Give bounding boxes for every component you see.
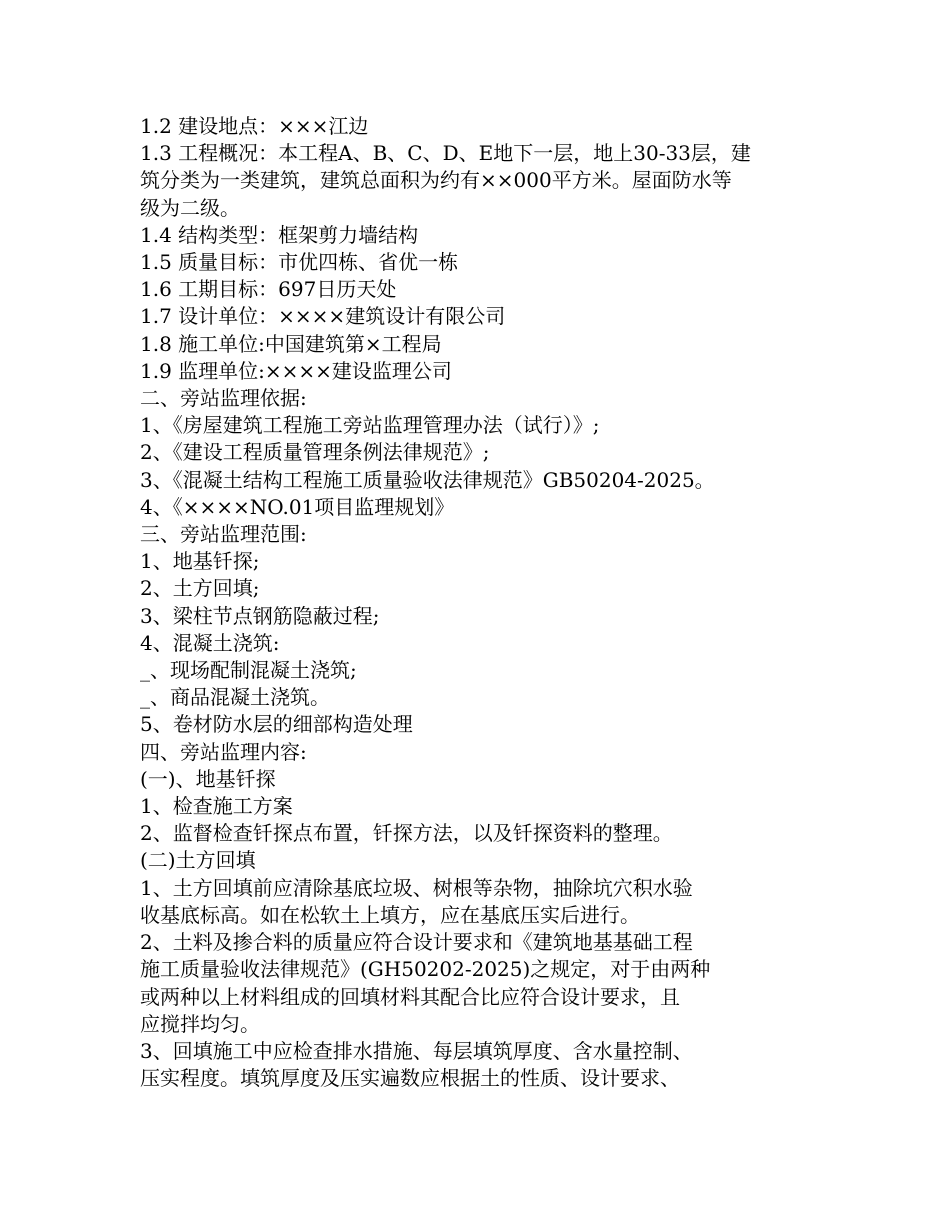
text-line: 1.3 工程概况：本工程A、B、C、D、E地下一层，地上30-33层，建 bbox=[140, 141, 751, 166]
text-line: 收基底标高。如在松软土上填方，应在基底压实后进行。 bbox=[140, 902, 640, 927]
text-line: 4、混凝土浇筑: bbox=[140, 630, 280, 655]
text-line: 2、《建设工程质量管理条例法律规范》; bbox=[140, 440, 490, 465]
section-heading: 三、旁站监理范围: bbox=[140, 522, 307, 547]
text-line: 3、《混凝土结构工程施工质量验收法律规范》GB50204-2025。 bbox=[140, 467, 715, 492]
text-line: 筑分类为一类建筑，建筑总面积为约有××000平方米。屋面防水等 bbox=[140, 168, 732, 193]
text-line: 或两种以上材料组成的回填材料其配合比应符合设计要求，且 bbox=[140, 984, 680, 1009]
text-line: 应搅拌均匀。 bbox=[140, 1011, 260, 1036]
text-line: 5、卷材防水层的细部构造处理 bbox=[140, 712, 413, 737]
document-page bbox=[140, 113, 840, 1092]
text-line: 3、梁柱节点钢筋隐蔽过程; bbox=[140, 603, 380, 628]
text-line: 施工质量验收法律规范》(GH50202-2025)之规定，对于由两种 bbox=[140, 957, 711, 982]
text-line: 2、监督检查钎探点布置，钎探方法，以及钎探资料的整理。 bbox=[140, 821, 673, 846]
text-line: 压实程度。填筑厚度及压实遍数应根据土的性质、设计要求、 bbox=[140, 1066, 680, 1091]
text-line: 1.9 监理单位:××××建设监理公司 bbox=[140, 358, 452, 383]
text-line: 级为二级。 bbox=[140, 195, 240, 220]
text-line: _、现场配制混凝土浇筑; bbox=[140, 658, 357, 683]
text-line: 1.6 工期目标：697日历天处 bbox=[140, 277, 397, 302]
text-line: 4、《××××NO.01项目监理规划》 bbox=[140, 494, 455, 519]
text-line: 1、《房屋建筑工程施工旁站监理管理办法（试行）》; bbox=[140, 413, 600, 438]
text-line: 1.7 设计单位：××××建筑设计有限公司 bbox=[140, 304, 506, 329]
text-line: 1.2 建设地点：×××江边 bbox=[140, 114, 369, 138]
text-line: 1.8 施工单位:中国建筑第×工程局 bbox=[140, 331, 442, 356]
text-line: 1.4 结构类型：框架剪力墙结构 bbox=[140, 222, 419, 247]
section-heading: 二、旁站监理依据: bbox=[140, 386, 307, 411]
subsection-heading: (二)土方回填 bbox=[140, 848, 256, 873]
subsection-heading: (一)、地基钎探 bbox=[140, 766, 276, 791]
text-line: 2、土料及掺合料的质量应符合设计要求和《建筑地基基础工程 bbox=[140, 930, 693, 955]
text-line: 1、地基钎探; bbox=[140, 549, 260, 574]
text-line: 1.5 质量目标：市优四栋、省优一栋 bbox=[140, 250, 459, 275]
text-line: 1、检查施工方案 bbox=[140, 794, 293, 819]
text-line: _、商品混凝土浇筑。 bbox=[140, 685, 330, 710]
text-line: 2、土方回填; bbox=[140, 576, 260, 601]
section-heading: 四、旁站监理内容: bbox=[140, 739, 307, 764]
text-line: 3、回填施工中应检查排水措施、每层填筑厚度、含水量控制、 bbox=[140, 1038, 693, 1063]
text-line: 1、土方回填前应清除基底垃圾、树根等杂物，抽除坑穴积水验 bbox=[140, 875, 693, 900]
